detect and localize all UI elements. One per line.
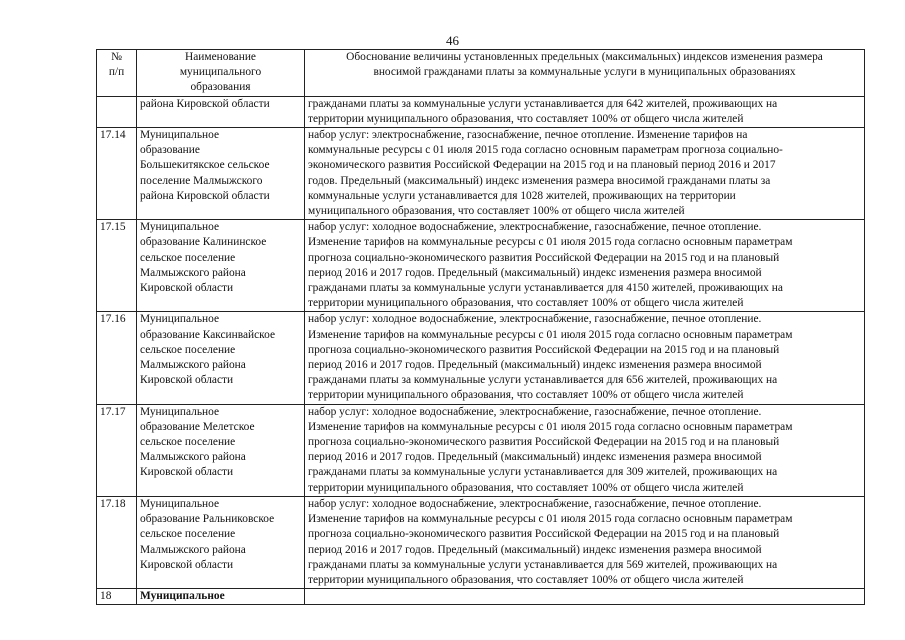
header-basis-line: Обоснование величины установленных предельных (максимальных) индексов изменения размера	[346, 51, 823, 63]
basis-text-line: Изменение тарифов на коммунальные ресурсы с 01 июля 2015 года согласно основным параметрам	[308, 328, 793, 341]
table-header-row	[97, 50, 865, 97]
municipality-name-line: Большекитякское сельское	[140, 159, 270, 172]
basis-text-line: набор услуг: электроснабжение, газоснабжение, печное отопление. Изменение тарифов на	[308, 129, 748, 142]
basis-text-line: территории муниципального образования, что составляет 100% от общего числа жителей	[308, 297, 744, 310]
page-number: 46	[446, 33, 459, 48]
basis-text-line: гражданами платы за коммунальные услуги устанавливается для 569 жителей, проживающих на	[308, 558, 778, 571]
header-basis-line: вносимой гражданами платы за коммунальные услуги в муниципальных образованиях	[373, 66, 796, 79]
basis-text-line: коммунальные услуги устанавливается для 1028 жителей, проживающих на территории	[308, 189, 736, 202]
table-row	[97, 312, 865, 404]
row-number: 18	[97, 589, 137, 605]
header-name-line: образования	[190, 81, 251, 94]
basis-text-line: набор услуг: холодное водоснабжение, электроснабжение, газоснабжение, печное отопление.	[308, 405, 762, 418]
municipality-name-line: сельское поселение	[140, 251, 236, 264]
municipality-name-cell	[137, 404, 305, 496]
basis-text-line: Изменение тарифов на коммунальные ресурсы с 01 июля 2015 года согласно основным параметрам	[308, 420, 793, 433]
table-row	[97, 220, 865, 312]
municipality-name-line: Муниципальное	[140, 405, 220, 418]
basis-text-line: муниципального образования, что составляет 100% от общего числа жителей	[308, 205, 685, 218]
basis-text-line: период 2016 и 2017 годов. Предельный (максимальный) индекс изменения размера вносимой	[308, 451, 762, 464]
municipality-name-cell	[137, 312, 305, 404]
municipality-name-cell	[137, 220, 305, 312]
basis-text-line: период 2016 и 2017 годов. Предельный (максимальный) индекс изменения размера вносимой	[308, 266, 762, 279]
header-number-line: п/п	[108, 66, 125, 79]
municipality-name-line: Кировской области	[140, 282, 234, 295]
header-number	[97, 50, 137, 97]
basis-text-line: годов. Предельный (максимальный) индекс изменения размера вносимой гражданами платы за	[308, 174, 771, 187]
basis-text-line: Изменение тарифов на коммунальные ресурсы с 01 июля 2015 года согласно основным параметрам	[308, 236, 793, 249]
table-row	[97, 496, 865, 588]
basis-cell	[305, 589, 865, 605]
municipality-name-line: Кировской области	[140, 558, 234, 571]
table-row	[97, 589, 865, 605]
row-number: 17.18	[97, 496, 137, 588]
municipality-name-cell	[137, 589, 305, 605]
municipality-name-line: Муниципальное	[140, 313, 220, 326]
basis-text-line: гражданами платы за коммунальные услуги устанавливается для 656 жителей, проживающих на	[308, 374, 778, 387]
municipality-name-line: района Кировской области	[140, 189, 270, 202]
table-row	[97, 128, 865, 220]
municipality-name-line: сельское поселение	[140, 528, 236, 541]
municipality-name-line: Муниципальное	[140, 129, 220, 142]
municipality-name-line: Муниципальное	[140, 221, 220, 234]
row-number: 17.16	[97, 312, 137, 404]
table-body	[97, 96, 865, 605]
header-number-line: №	[111, 51, 122, 63]
municipality-name-line: Малмыжского района	[140, 451, 246, 464]
basis-text-line: прогноза социально-экономического развития Российской Федерации на 2015 год и на плановый	[308, 251, 780, 264]
basis-text-line: гражданами платы за коммунальные услуги устанавливается для 642 жителей, проживающих на	[308, 97, 778, 110]
basis-cell	[305, 496, 865, 588]
basis-text-line: период 2016 и 2017 годов. Предельный (максимальный) индекс изменения размера вносимой	[308, 359, 762, 372]
basis-text-line: набор услуг: холодное водоснабжение, электроснабжение, газоснабжение, печное отопление.	[308, 497, 762, 510]
municipality-name-line: Кировской области	[140, 374, 234, 387]
basis-text-line: набор услуг: холодное водоснабжение, электроснабжение, газоснабжение, печное отопление.	[308, 221, 762, 234]
municipality-name-line: образование Калининское	[140, 236, 267, 249]
municipality-name-line: поселение Малмыжского	[140, 174, 263, 187]
municipality-name-line: Кировской области	[140, 466, 234, 479]
basis-cell	[305, 312, 865, 404]
municipality-name-line: Малмыжского района	[140, 543, 246, 556]
municipality-name-line: Малмыжского района	[140, 266, 246, 279]
row-number: 17.14	[97, 128, 137, 220]
municipality-name-line: района Кировской области	[140, 97, 270, 110]
header-basis	[305, 50, 865, 97]
municipality-name-line: Муниципальное	[140, 590, 225, 603]
municipality-name-line: Муниципальное	[140, 497, 220, 510]
municipality-name-line: сельское поселение	[140, 436, 236, 449]
tariff-index-table	[96, 49, 865, 605]
municipality-name-line: образование Каксинвайское	[140, 328, 276, 341]
municipality-name-cell	[137, 496, 305, 588]
municipality-name-line: образование Ральниковское	[140, 513, 275, 526]
basis-text-line: территории муниципального образования, что составляет 100% от общего числа жителей	[308, 573, 744, 586]
row-number	[97, 96, 137, 127]
basis-cell	[305, 96, 865, 127]
municipality-name-line: образование	[140, 144, 200, 157]
basis-text-line: гражданами платы за коммунальные услуги устанавливается для 4150 жителей, проживающих на	[308, 282, 783, 295]
basis-text-line: экономического развития Российской Федерации на 2015 год и на плановый период 2016 и 2017	[308, 159, 776, 172]
basis-text-line: прогноза социально-экономического развития Российской Федерации на 2015 год и на плановый	[308, 436, 780, 449]
basis-text-line: территории муниципального образования, что составляет 100% от общего числа жителей	[308, 112, 744, 125]
row-number: 17.15	[97, 220, 137, 312]
header-municipality-name	[137, 50, 305, 97]
header-name-line: Наименование	[185, 51, 256, 63]
table-row	[97, 404, 865, 496]
basis-text-line: Изменение тарифов на коммунальные ресурсы с 01 июля 2015 года согласно основным параметрам	[308, 513, 793, 526]
municipality-name-line: сельское поселение	[140, 343, 236, 356]
basis-cell	[305, 404, 865, 496]
basis-text-line: период 2016 и 2017 годов. Предельный (максимальный) индекс изменения размера вносимой	[308, 543, 762, 556]
basis-text-line: прогноза социально-экономического развития Российской Федерации на 2015 год и на плановый	[308, 528, 780, 541]
basis-cell	[305, 220, 865, 312]
table-row	[97, 96, 865, 127]
basis-cell	[305, 128, 865, 220]
header-name-line: муниципального	[179, 66, 262, 79]
basis-text-line: коммунальные ресурсы с 01 июля 2015 года согласно основным параметрам прогноза социально-	[308, 144, 783, 157]
municipality-name-cell	[137, 128, 305, 220]
municipality-name-cell	[137, 96, 305, 127]
basis-text-line: территории муниципального образования, что составляет 100% от общего числа жителей	[308, 481, 744, 494]
row-number: 17.17	[97, 404, 137, 496]
municipality-name-line: образование Мелетское	[140, 420, 255, 433]
municipality-name-line: Малмыжского района	[140, 359, 246, 372]
basis-text-line: набор услуг: холодное водоснабжение, электроснабжение, газоснабжение, печное отопление.	[308, 313, 762, 326]
basis-text-line: гражданами платы за коммунальные услуги устанавливается для 309 жителей, проживающих на	[308, 466, 778, 479]
basis-text-line: территории муниципального образования, что составляет 100% от общего числа жителей	[308, 389, 744, 402]
basis-text-line: прогноза социально-экономического развития Российской Федерации на 2015 год и на плановый	[308, 343, 780, 356]
